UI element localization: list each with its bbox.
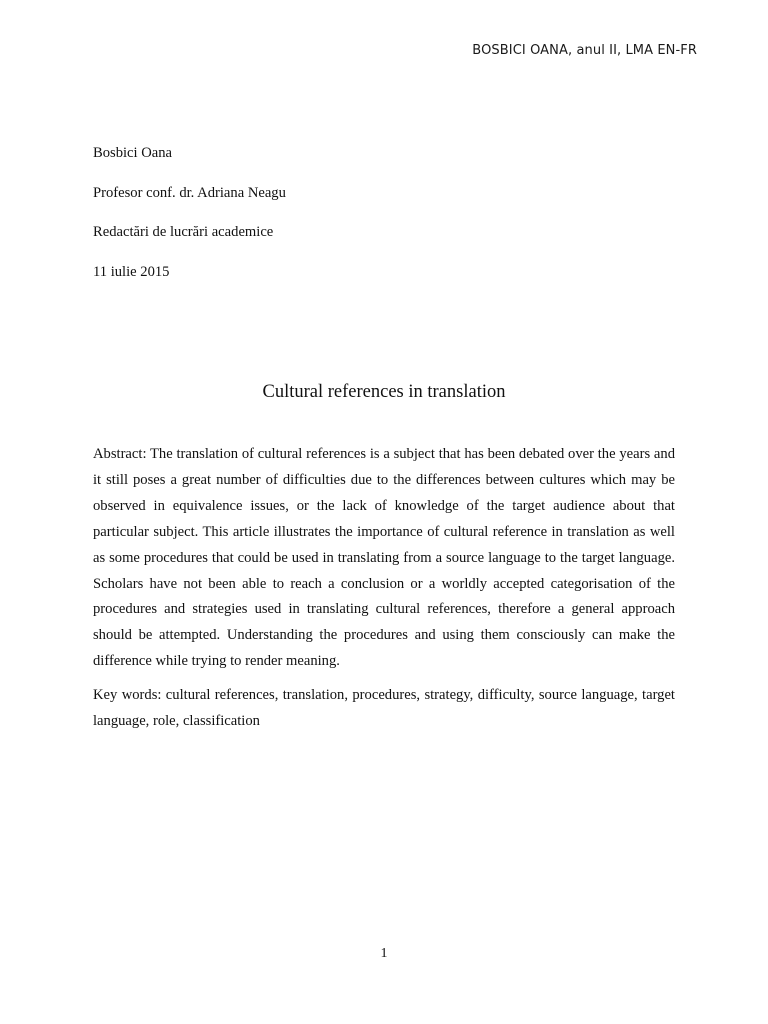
abstract-paragraph: Abstract: The translation of cultural references is a subject that has been debated over the years and it still poses a great number of difficulties due to the differences between cultures which may be observed in equivalence issues, or the lack of knowledge of the target audience about that particular subject. This article illustrates the importance of cultural reference in translation as well as some procedures that could be used in translating from a source language to the target language. Scholars have not been able to reach a conclusion or a worldly accepted categorisation of the procedures and strategies used in translating cultural references, therefore a general approach should be attempted. Understanding the procedures and using them consciously can make the difference while trying to render meaning.	[93, 446, 675, 670]
article-title: Cultural references in translation	[262, 382, 506, 402]
supervisor-name: Profesor conf. dr. Adriana Neagu	[93, 184, 286, 201]
page-number: 1	[380, 946, 388, 961]
keywords-paragraph: Key words: cultural references, translation, procedures, strategy, difficulty, source language, target language, role, classification	[93, 687, 675, 729]
author-name: Bosbici Oana	[93, 145, 173, 161]
running-header: BOSBICI OANA, anul II, LMA EN-FR	[472, 43, 697, 58]
document-date: 11 iulie 2015	[93, 263, 170, 280]
course-name: Redactări de lucrări academice	[93, 224, 274, 240]
document-metadata	[93, 143, 286, 301]
